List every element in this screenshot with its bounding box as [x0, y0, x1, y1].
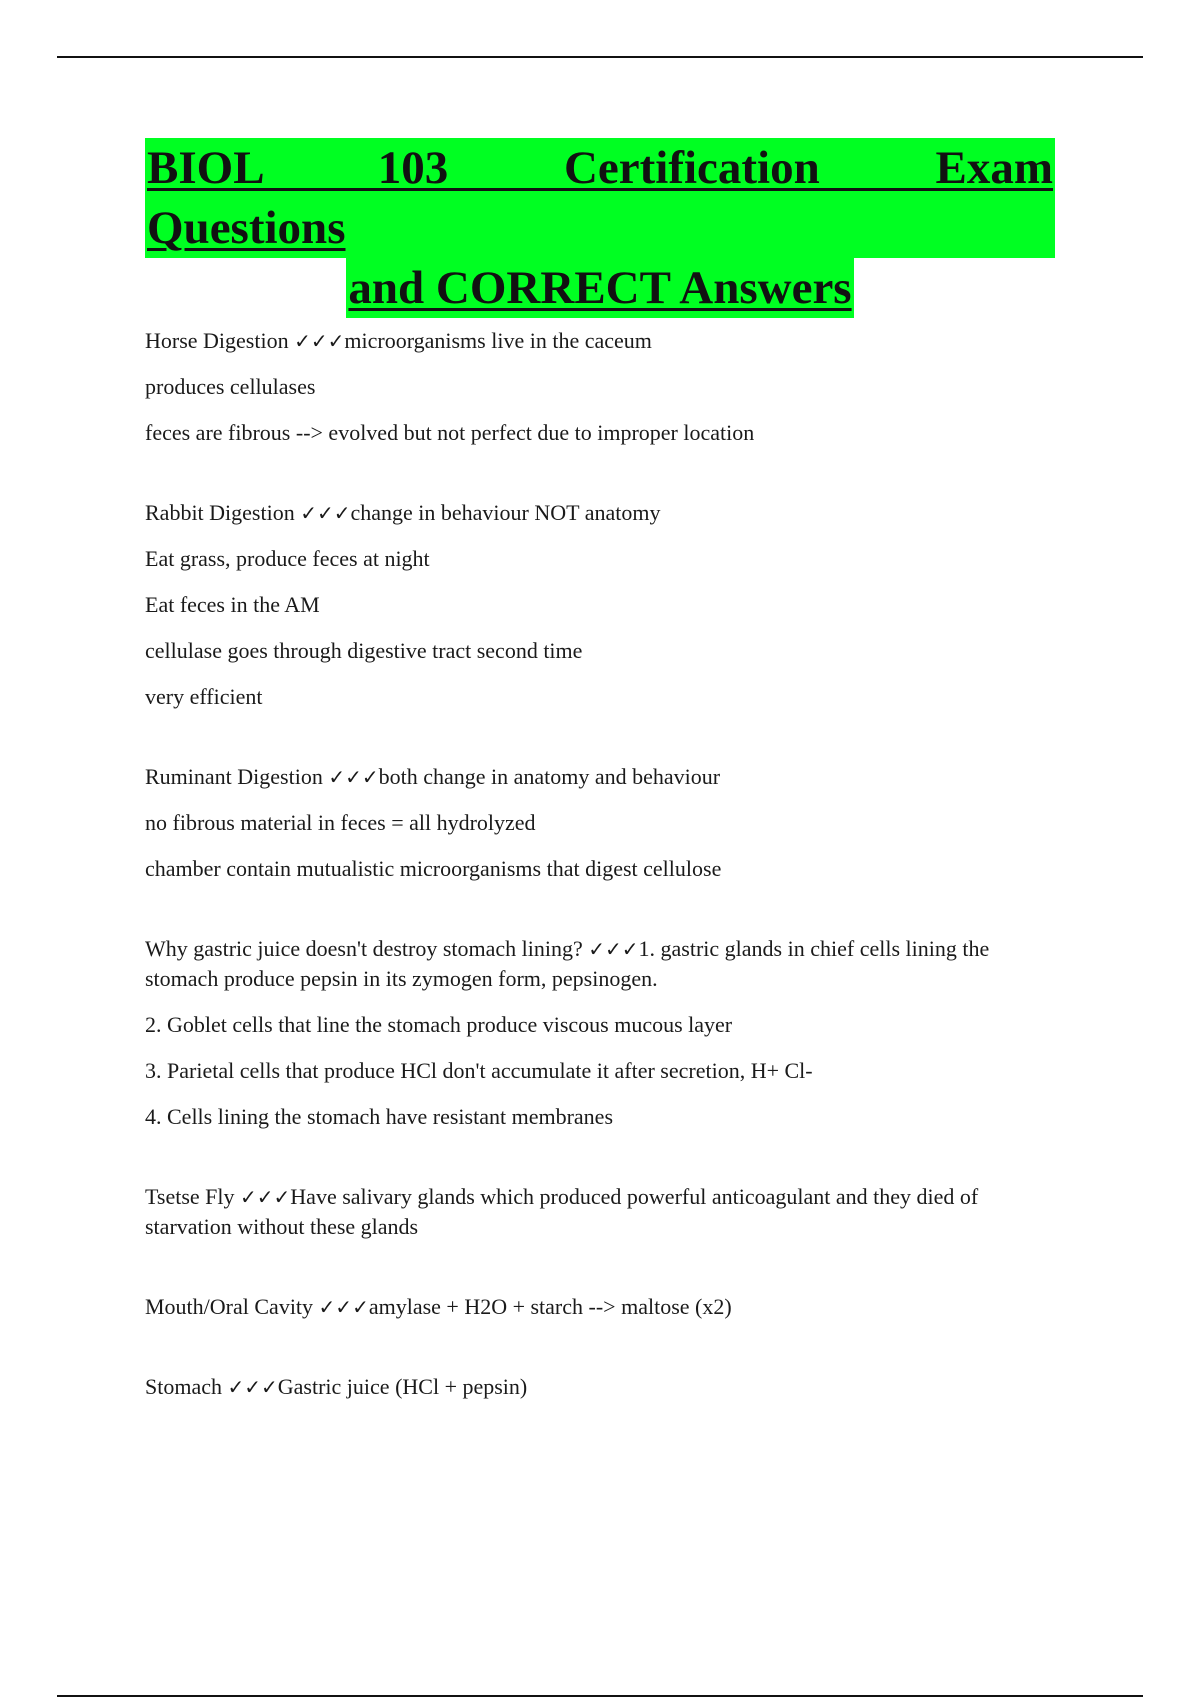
- qa-question-line: [145, 498, 1065, 528]
- checkmark-icon: ✓✓✓: [328, 765, 379, 789]
- qa-answer-line: feces are fibrous --> evolved but not perfect due to improper location: [145, 420, 755, 445]
- qa-answer: amylase + H2O + starch --> maltose (x2): [368, 1294, 732, 1319]
- checkmark-icon: ✓✓✓: [294, 329, 345, 353]
- qa-answer-line: Eat grass, produce feces at night: [145, 546, 430, 571]
- qa-answer-line: cellulase goes through digestive tract second time: [145, 638, 583, 663]
- qa-term: Stomach: [145, 1374, 228, 1399]
- qa-entry-ruminant-digestion: [145, 762, 1065, 884]
- qa-question-line: [145, 1372, 1065, 1402]
- qa-entry-gastric-juice: [145, 934, 1065, 1132]
- checkmark-icon: ✓✓✓: [300, 501, 351, 525]
- qa-entry-tsetse-fly: [145, 1182, 1065, 1242]
- document-title: [140, 138, 1060, 318]
- qa-answer-line: chamber contain mutualistic microorganisms that digest cellulose: [145, 856, 722, 881]
- qa-entry-horse-digestion: [145, 326, 1065, 448]
- qa-answer: both change in anatomy and behaviour: [378, 764, 721, 789]
- qa-answer: Gastric juice (HCl + pepsin): [277, 1374, 528, 1399]
- qa-answer-line: Eat feces in the AM: [145, 592, 320, 617]
- qa-answer: change in behaviour NOT anatomy: [350, 500, 661, 525]
- qa-entry-oral-cavity: [145, 1292, 1065, 1322]
- title-line-1: BIOL 103 Certification Exam Questions: [145, 138, 1055, 258]
- qa-answer-line: very efficient: [145, 684, 263, 709]
- qa-answer: Have salivary glands which produced powerful anticoagulant and they died of starvation without these glands: [145, 1184, 979, 1239]
- title-line-2: and CORRECT Answers: [346, 258, 853, 318]
- qa-answer: 1. gastric glands in chief cells lining the stomach produce pepsin in its zymogen form, pepsinogen.: [145, 936, 990, 991]
- qa-term: Horse Digestion: [145, 328, 295, 353]
- checkmark-icon: ✓✓✓: [227, 1375, 278, 1399]
- checkmark-icon: ✓✓✓: [588, 937, 639, 961]
- qa-answer-line: 2. Goblet cells that line the stomach produce viscous mucous layer: [145, 1012, 733, 1037]
- qa-term: Rabbit Digestion: [145, 500, 301, 525]
- qa-answer-line: 4. Cells lining the stomach have resistant membranes: [145, 1104, 614, 1129]
- qa-question-line: [145, 1182, 1065, 1242]
- qa-entry-rabbit-digestion: [145, 498, 1065, 712]
- checkmark-icon: ✓✓✓: [240, 1185, 291, 1209]
- qa-answer-line: 3. Parietal cells that produce HCl don't accumulate it after secretion, H+ Cl-: [145, 1058, 813, 1083]
- qa-term: Tsetse Fly: [145, 1184, 241, 1209]
- top-rule: [57, 56, 1143, 58]
- bottom-rule: [57, 1695, 1143, 1697]
- checkmark-icon: ✓✓✓: [318, 1295, 369, 1319]
- qa-term: Ruminant Digestion: [145, 764, 329, 789]
- qa-answer: microorganisms live in the caceum: [344, 328, 652, 353]
- qa-question-line: [145, 326, 1065, 356]
- qa-list: [145, 326, 1065, 1452]
- qa-question-line: [145, 1292, 1065, 1322]
- qa-entry-stomach: [145, 1372, 1065, 1402]
- qa-term: Why gastric juice doesn't destroy stomach lining?: [145, 936, 589, 961]
- qa-answer-line: no fibrous material in feces = all hydrolyzed: [145, 810, 536, 835]
- qa-question-line: [145, 762, 1065, 792]
- qa-question-line: [145, 934, 1065, 994]
- qa-answer-line: produces cellulases: [145, 374, 316, 399]
- qa-term: Mouth/Oral Cavity: [145, 1294, 319, 1319]
